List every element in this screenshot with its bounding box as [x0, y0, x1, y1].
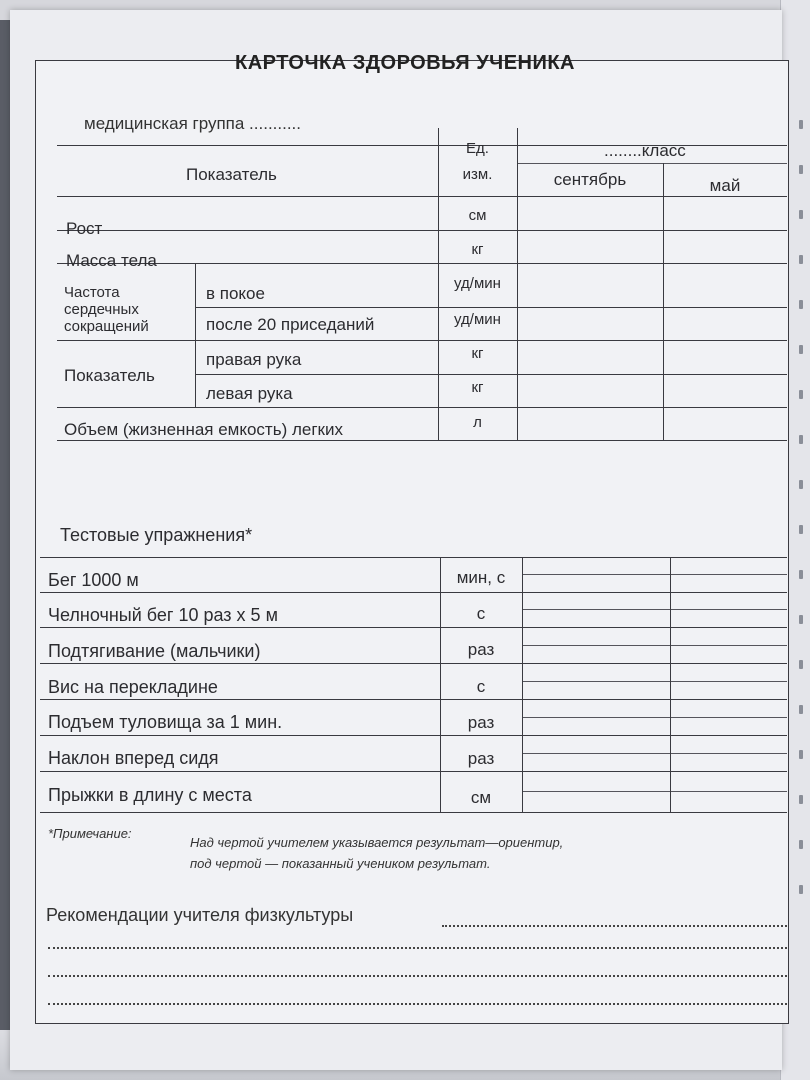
- note-label: *Примечание:: [48, 826, 132, 841]
- table-line: [40, 557, 787, 558]
- table-line: [522, 557, 523, 812]
- header-indicator: Показатель: [186, 165, 277, 184]
- table-line: [195, 307, 787, 308]
- page-mark: [799, 885, 803, 894]
- test-label: Подъем туловища за 1 мин.: [48, 712, 283, 732]
- header-may: май: [709, 176, 741, 195]
- row-label-hr-after: после 20 приседаний: [206, 315, 375, 334]
- page-mark: [799, 120, 803, 129]
- test-label: Прыжки в длину с места: [48, 785, 252, 805]
- tests-heading: Тестовые упражнения*: [60, 525, 253, 545]
- recommendations-line[interactable]: [442, 925, 787, 927]
- row-unit: уд/мин: [454, 275, 501, 292]
- test-unit: раз: [467, 749, 495, 768]
- page-mark: [799, 570, 803, 579]
- recommendations-line[interactable]: [48, 1003, 787, 1005]
- table-line: [40, 663, 787, 664]
- table-line: [57, 263, 787, 264]
- result-divider: [522, 574, 787, 575]
- test-unit: раз: [467, 713, 495, 732]
- table-line: [40, 812, 787, 813]
- row-unit: кг: [471, 241, 484, 258]
- note-line: Над чертой учителем указывается результат—ориентир,: [190, 835, 564, 850]
- row-label-grip: Показатель: [64, 366, 155, 385]
- page-mark: [799, 795, 803, 804]
- table-line: [663, 163, 664, 440]
- table-line: [670, 557, 671, 812]
- result-divider: [522, 681, 787, 682]
- result-divider: [522, 717, 787, 718]
- row-label-hr: сокращений: [64, 318, 149, 335]
- row-label-mass: Масса тела: [66, 251, 157, 270]
- table-line: [438, 128, 439, 440]
- card-title: КАРТОЧКА ЗДОРОВЬЯ УЧЕНИКА: [234, 52, 576, 74]
- recommendations-label: Рекомендации учителя физкультуры: [46, 905, 354, 925]
- page-mark: [799, 615, 803, 624]
- page-mark: [799, 345, 803, 354]
- note-line: под чертой — показанный учеником результат.: [190, 856, 491, 871]
- result-divider: [522, 609, 787, 610]
- header-september: сентябрь: [553, 170, 627, 189]
- table-line: [440, 557, 441, 812]
- table-line: [57, 230, 787, 231]
- page-mark: [799, 750, 803, 759]
- test-label: Челночный бег 10 раз х 5 м: [48, 605, 278, 625]
- test-unit: мин, с: [456, 568, 506, 587]
- header-unit: Ед.: [466, 140, 489, 157]
- row-label-hr: Частота: [64, 284, 120, 301]
- test-unit: см: [470, 788, 492, 807]
- test-label: Подтягивание (мальчики): [48, 641, 261, 661]
- row-unit: л: [473, 414, 482, 431]
- page-mark: [799, 165, 803, 174]
- page-mark: [799, 525, 803, 534]
- row-label-grip-left: левая рука: [206, 384, 293, 403]
- result-divider: [522, 645, 787, 646]
- result-divider: [522, 753, 787, 754]
- page-mark: [799, 255, 803, 264]
- table-line: [40, 627, 787, 628]
- row-label-hr: сердечных: [64, 301, 139, 318]
- test-unit: с: [476, 604, 486, 623]
- test-label: Наклон вперед сидя: [48, 748, 219, 768]
- table-line: [195, 263, 196, 407]
- table-line: [517, 128, 518, 440]
- test-label: Вис на перекладине: [48, 677, 218, 697]
- row-unit: уд/мин: [454, 311, 501, 328]
- page-mark: [799, 660, 803, 669]
- row-unit: кг: [471, 345, 484, 362]
- header-unit: изм.: [462, 166, 493, 183]
- table-line: [40, 771, 787, 772]
- page-mark: [799, 840, 803, 849]
- table-line: [40, 735, 787, 736]
- test-unit: с: [476, 677, 486, 696]
- result-divider: [522, 791, 787, 792]
- table-line: [57, 407, 787, 408]
- recommendations-line[interactable]: [48, 975, 787, 977]
- row-label-height: Рост: [66, 219, 103, 238]
- test-unit: раз: [467, 640, 495, 659]
- test-label: Бег 1000 м: [48, 570, 139, 590]
- row-label-lungs: Объем (жизненная емкость) легких: [64, 420, 343, 439]
- table-line: [195, 374, 787, 375]
- medical-group-field[interactable]: медицинская группа ...........: [84, 114, 302, 133]
- page-mark: [799, 480, 803, 489]
- table-line: [57, 340, 787, 341]
- table-line: [57, 440, 787, 441]
- page-mark: [799, 390, 803, 399]
- note-text: [190, 832, 563, 874]
- header-class: ........класс: [604, 141, 686, 160]
- row-unit: кг: [471, 379, 484, 396]
- page-mark: [799, 435, 803, 444]
- page-mark: [799, 705, 803, 714]
- recommendations-line[interactable]: [48, 947, 787, 949]
- table-line: [40, 699, 787, 700]
- page-mark: [799, 210, 803, 219]
- row-label-hr-rest: в покое: [206, 284, 265, 303]
- row-unit: см: [468, 207, 487, 224]
- page-mark: [799, 300, 803, 309]
- table-line: [517, 163, 787, 164]
- table-line: [57, 196, 787, 197]
- table-line: [40, 592, 787, 593]
- row-label-grip-right: правая рука: [206, 350, 302, 369]
